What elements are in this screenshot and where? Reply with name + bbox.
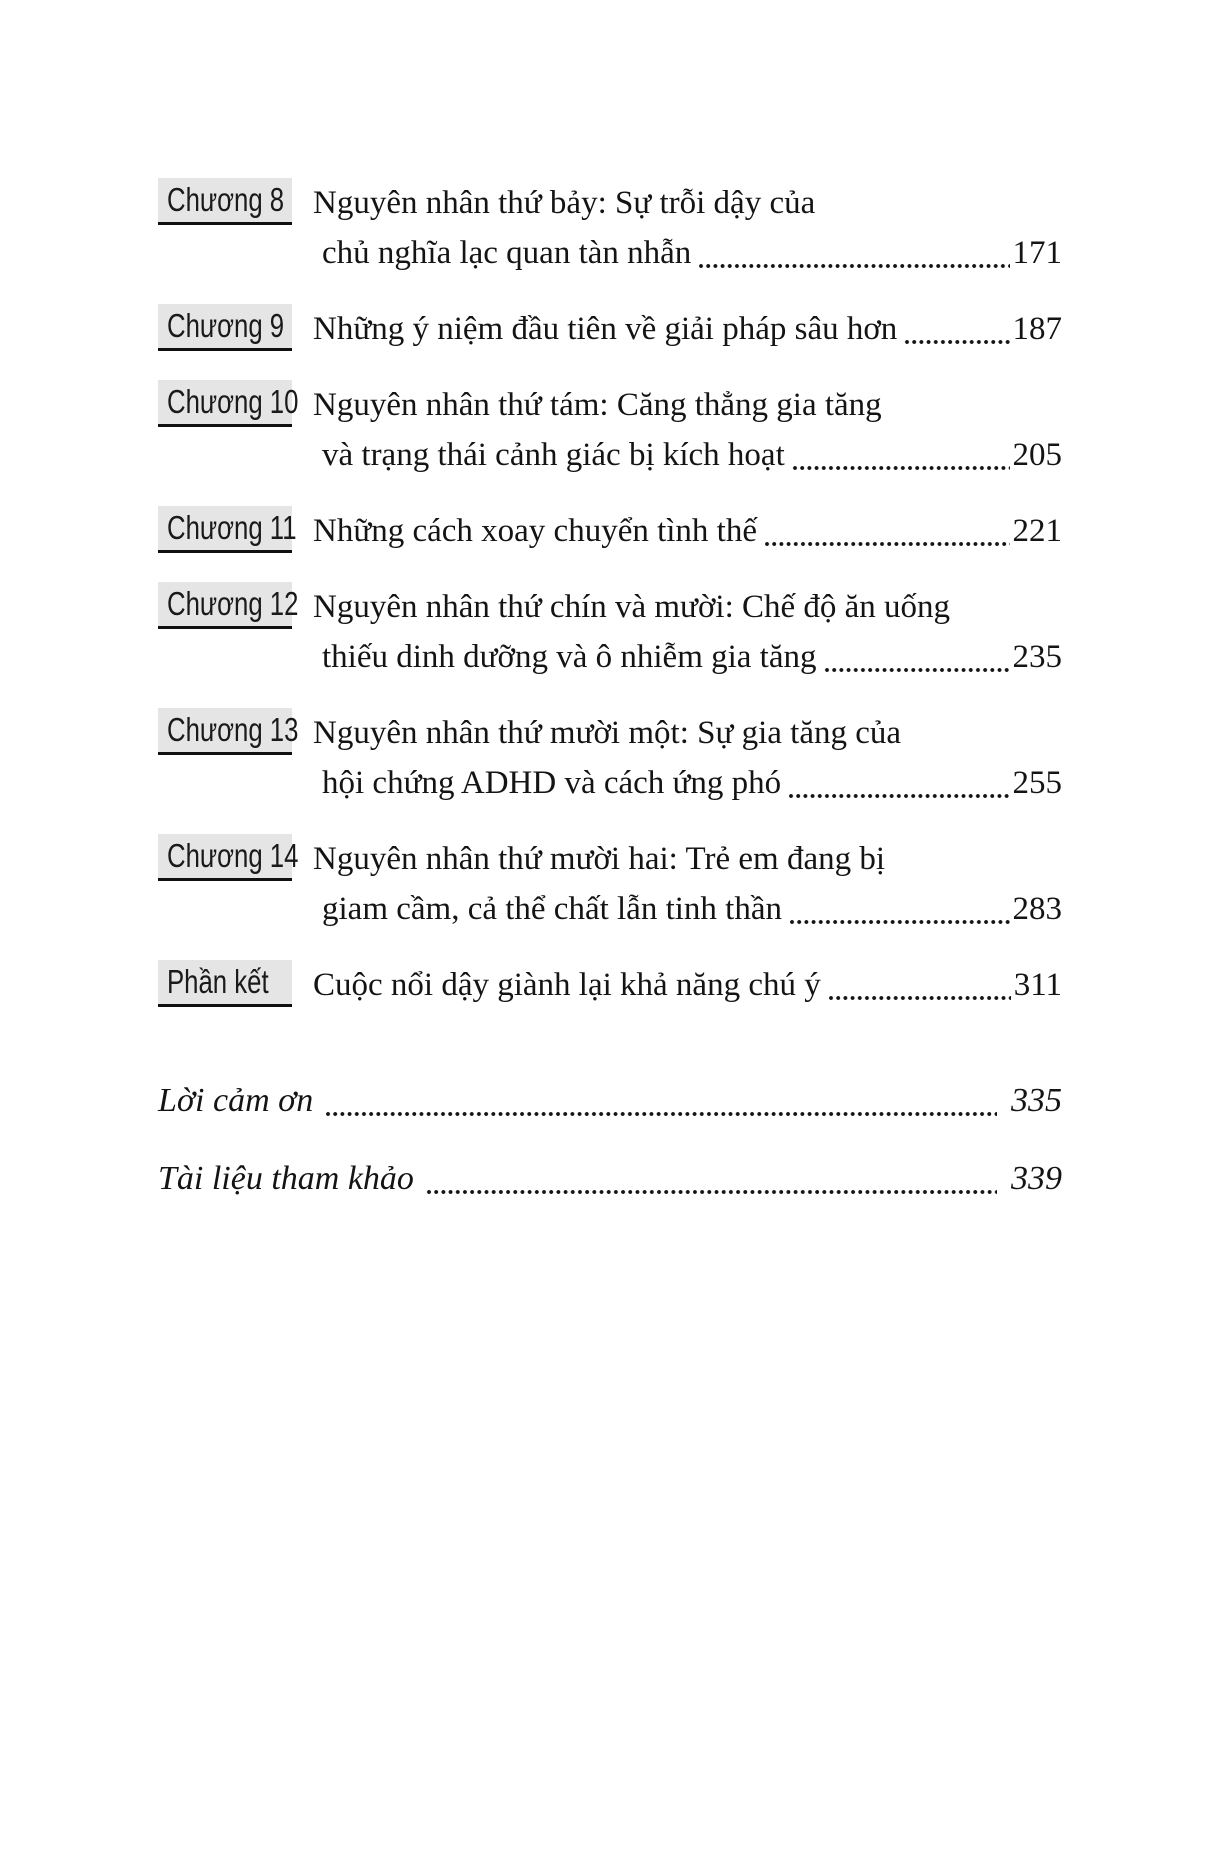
title-line-1	[313, 380, 1062, 430]
toc-entry-chuong-8	[158, 178, 1062, 278]
title-text: Những ý niệm đầu tiên về giải pháp sâu hơn	[313, 311, 898, 347]
title-line-1	[313, 178, 1062, 228]
page-number: 235	[1012, 639, 1062, 675]
toc-entry-chuong-12	[158, 582, 1062, 682]
backmatter-entry-tai-lieu-tham-khao	[158, 1154, 1062, 1204]
dot-leader	[828, 995, 1011, 1001]
page-number: 255	[1012, 765, 1062, 801]
chapter-title	[313, 178, 1062, 278]
title-text: và trạng thái cảnh giác bị kích hoạt	[322, 437, 785, 473]
title-text: Nguyên nhân thứ bảy: Sự trỗi dậy của	[313, 185, 816, 221]
dot-leader	[325, 1111, 997, 1117]
chapter-label	[158, 506, 297, 553]
chapter-label	[158, 582, 299, 629]
chapter-title	[313, 304, 1062, 354]
toc-entry-chuong-13	[158, 708, 1062, 808]
title-text: Nguyên nhân thứ chín và mười: Chế độ ăn uống	[313, 589, 951, 625]
title-text: Những cách xoay chuyển tình thế	[313, 513, 758, 549]
toc-entry-chuong-11	[158, 506, 1062, 556]
chapter-title	[313, 834, 1062, 934]
dot-leader	[792, 465, 1010, 471]
chapter-label-text: Chương 10	[167, 383, 299, 420]
title-line-1	[313, 582, 1062, 632]
toc-entry-phan-ket	[158, 960, 1062, 1010]
chapter-label	[158, 834, 299, 881]
chapter-label-text: Chương 11	[167, 509, 297, 546]
chapter-label-text: Chương 8	[167, 181, 285, 218]
dot-leader	[698, 263, 1009, 269]
title-line-1	[313, 506, 1062, 556]
title-line-2	[313, 884, 1062, 934]
page-number: 171	[1012, 235, 1062, 271]
page-number: 311	[1013, 967, 1062, 1003]
backmatter-entry-loi-cam-on	[158, 1076, 1062, 1126]
chapter-title	[313, 506, 1062, 556]
title-text: Nguyên nhân thứ tám: Căng thẳng gia tăng	[313, 387, 882, 423]
toc-entry-chuong-10	[158, 380, 1062, 480]
title-line-1	[313, 834, 1062, 884]
page-number: 187	[1012, 311, 1062, 347]
page-number: 335	[1011, 1082, 1062, 1119]
title-text: giam cầm, cả thể chất lẫn tinh thần	[322, 891, 782, 927]
toc-entry-chuong-14	[158, 834, 1062, 934]
dot-leader	[789, 919, 1010, 925]
title-line-2	[313, 430, 1062, 480]
backmatter-title: Lời cảm ơn	[158, 1082, 314, 1119]
chapter-title	[313, 708, 1062, 808]
title-line-2	[313, 228, 1062, 278]
dot-leader	[764, 541, 1009, 547]
dot-leader	[426, 1189, 997, 1195]
dot-leader	[904, 339, 1009, 345]
title-text: chủ nghĩa lạc quan tàn nhẫn	[322, 235, 692, 271]
title-text: hội chứng ADHD và cách ứng phó	[322, 765, 782, 801]
page-number: 283	[1012, 891, 1062, 927]
title-text: Cuộc nổi dậy giành lại khả năng chú ý	[313, 967, 821, 1003]
chapter-label	[158, 304, 292, 351]
chapter-label-text: Phần kết	[167, 963, 269, 1000]
backmatter-title: Tài liệu tham khảo	[158, 1160, 414, 1197]
chapter-label	[158, 960, 292, 1007]
toc-entry-chuong-9	[158, 304, 1062, 354]
page-number: 205	[1012, 437, 1062, 473]
chapter-label-text: Chương 12	[167, 585, 299, 622]
title-line-1	[313, 960, 1062, 1010]
dot-leader	[824, 667, 1010, 673]
chapter-label-text: Chương 14	[167, 837, 299, 874]
chapter-title	[313, 380, 1062, 480]
title-text: Nguyên nhân thứ mười một: Sự gia tăng của	[313, 715, 902, 751]
chapter-title	[313, 582, 1062, 682]
title-line-1	[313, 304, 1062, 354]
title-line-2	[313, 632, 1062, 682]
title-text: Nguyên nhân thứ mười hai: Trẻ em đang bị	[313, 841, 886, 877]
title-line-1	[313, 708, 1062, 758]
page-number: 221	[1012, 513, 1062, 549]
dot-leader	[788, 793, 1009, 799]
chapter-label	[158, 380, 299, 427]
chapter-label	[158, 708, 299, 755]
backmatter-section	[158, 1076, 1062, 1204]
page-number: 339	[1011, 1160, 1062, 1197]
chapter-title	[313, 960, 1062, 1010]
toc-list	[158, 178, 1062, 1232]
chapter-label-text: Chương 13	[167, 711, 299, 748]
title-line-2	[313, 758, 1062, 808]
chapter-label	[158, 178, 292, 225]
chapter-label-text: Chương 9	[167, 307, 285, 344]
title-text: thiếu dinh dưỡng và ô nhiễm gia tăng	[322, 639, 817, 675]
